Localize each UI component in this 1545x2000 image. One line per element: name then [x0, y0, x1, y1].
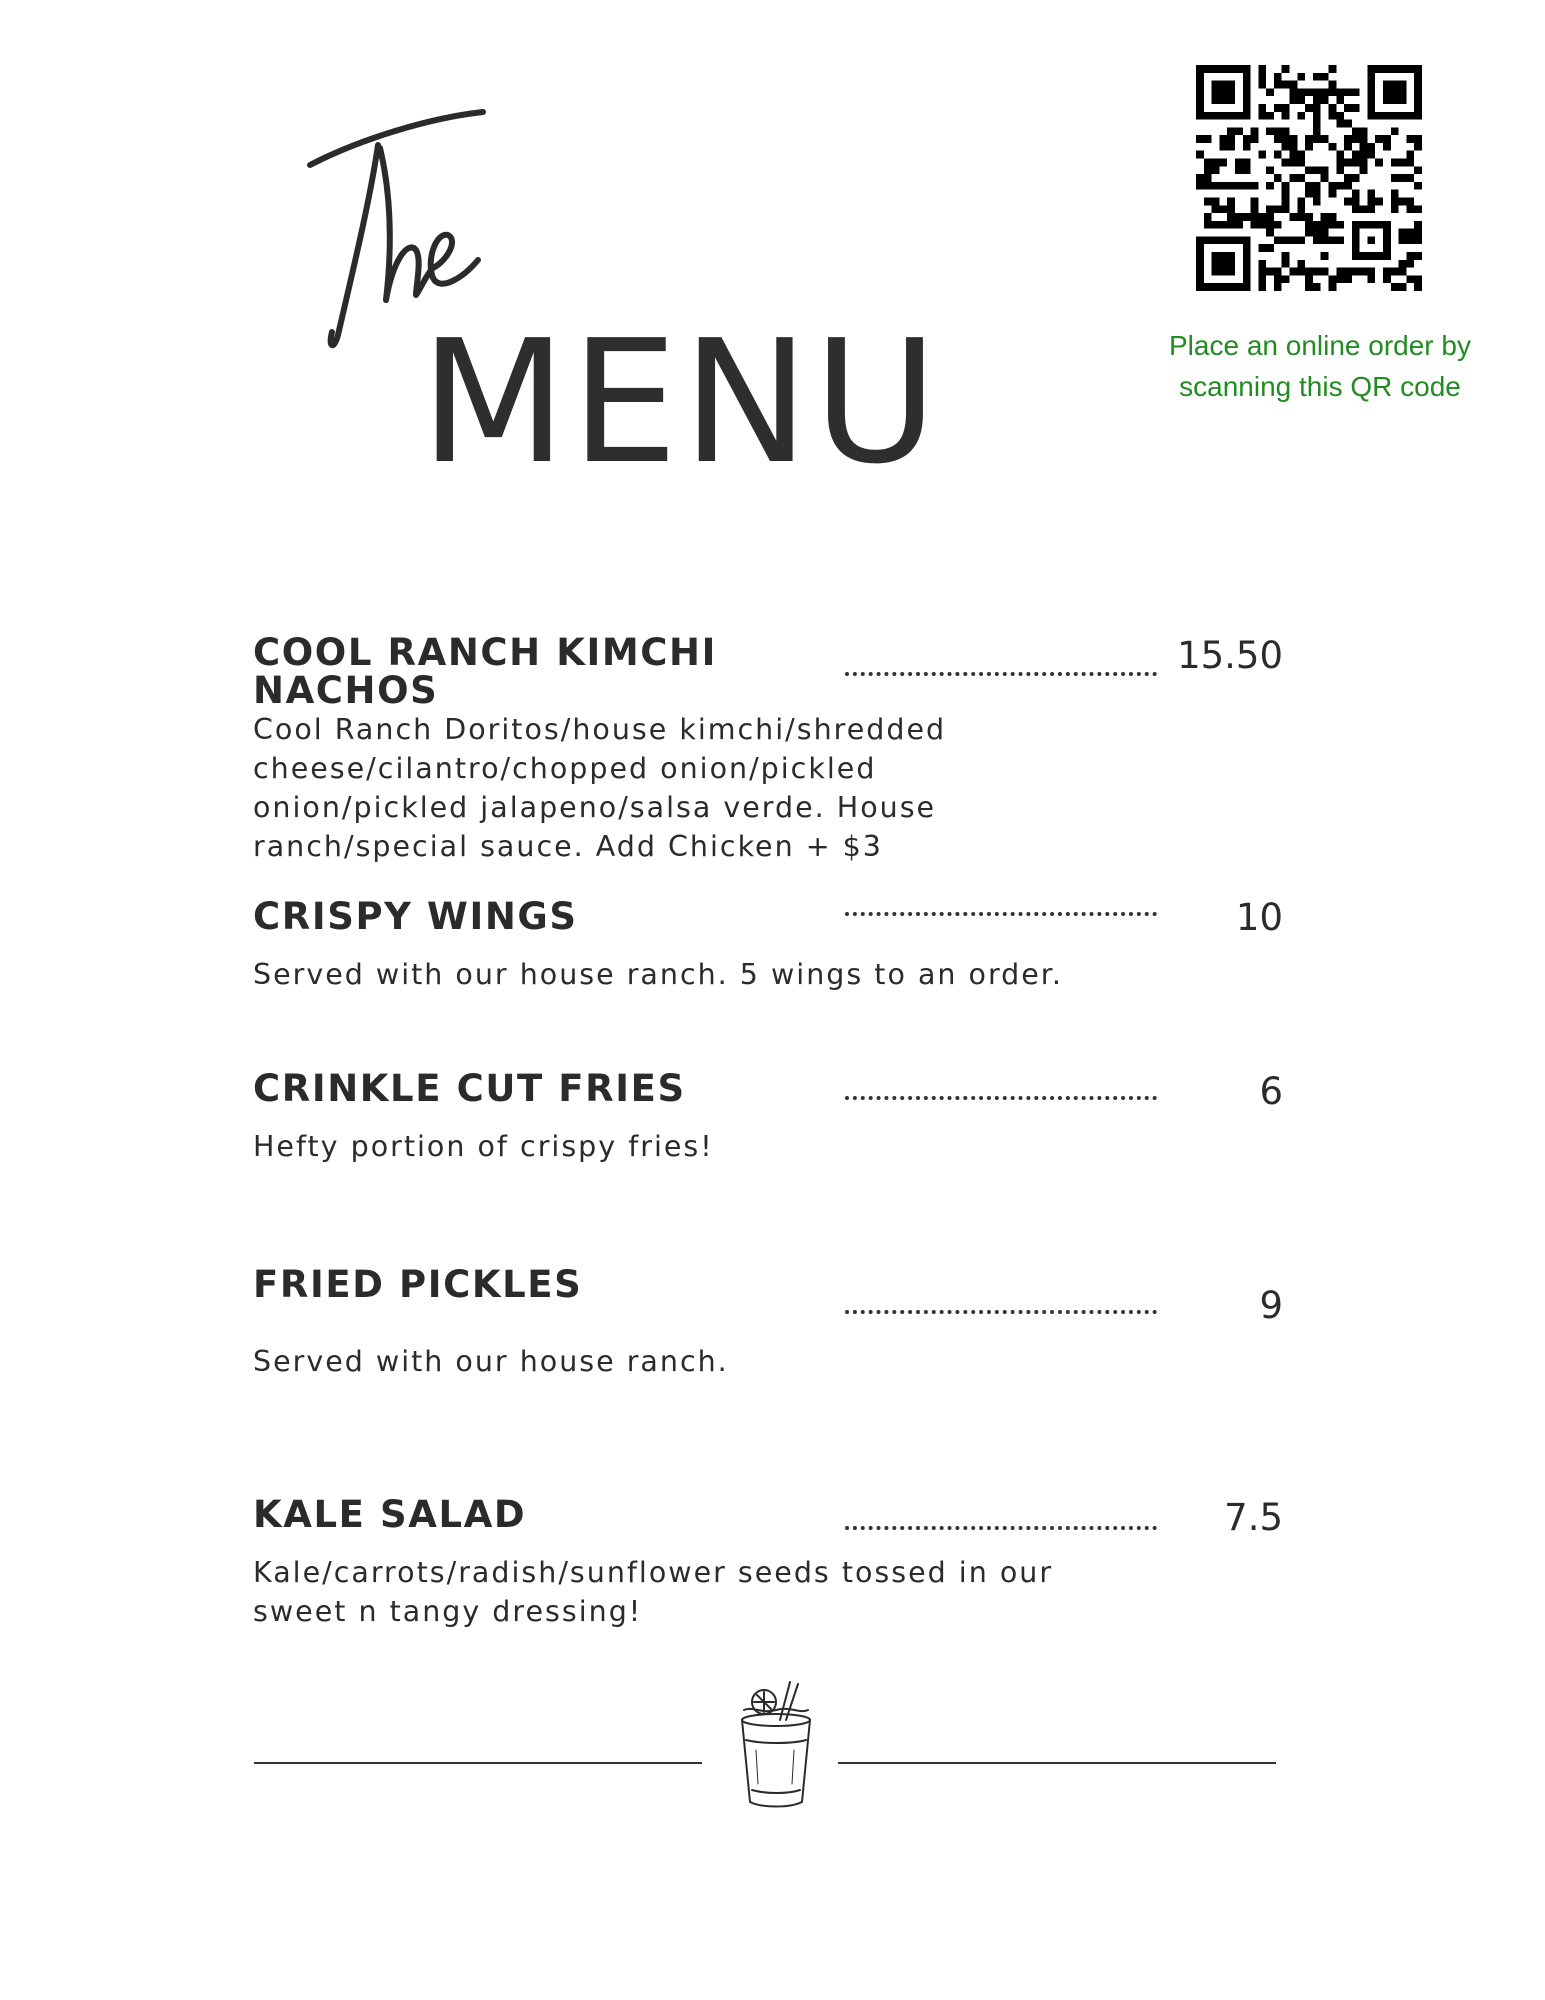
qr-caption: [1120, 325, 1520, 407]
item-name: FRIED PICKLES: [253, 1263, 583, 1306]
item-description: Served with our house ranch. 5 wings to an order.: [253, 958, 1063, 991]
qr-caption-line1: Place an online order by: [1169, 330, 1471, 361]
dot-leader: [845, 912, 1157, 916]
item-name: KALE SALAD: [253, 1493, 527, 1536]
dot-leader: [845, 672, 1157, 676]
qr-code-icon: [1196, 65, 1422, 291]
divider-right: [838, 1762, 1276, 1764]
item-price: 9: [1259, 1284, 1283, 1327]
item-price: 15.50: [1177, 634, 1283, 677]
item-name: CRINKLE CUT FRIES: [253, 1067, 686, 1110]
dot-leader: [845, 1526, 1157, 1530]
item-price: 6: [1259, 1070, 1283, 1113]
item-name: CRISPY WINGS: [253, 895, 578, 938]
item-price: 7.5: [1224, 1496, 1283, 1539]
drink-glass-icon: [732, 1680, 820, 1812]
page-title: MENU: [420, 304, 942, 502]
dot-leader: [845, 1310, 1157, 1314]
item-description: Kale/carrots/radish/sunflower seeds tossed in our sweet n tangy dressing!: [253, 1556, 1054, 1628]
dot-leader: [845, 1096, 1157, 1100]
divider-left: [254, 1762, 702, 1764]
item-name: COOL RANCH KIMCHI NACHOS: [253, 631, 717, 712]
item-description: Cool Ranch Doritos/house kimchi/shredded cheese/cilantro/chopped onion/pickled onion/pickled jalapeno/salsa verde. House ranch/special sauce. Add Chicken + $3: [253, 713, 947, 863]
item-description: Served with our house ranch.: [253, 1345, 729, 1378]
qr-caption-line2: scanning this QR code: [1179, 371, 1461, 402]
item-description: Hefty portion of crispy fries!: [253, 1130, 714, 1163]
item-price: 10: [1235, 896, 1283, 939]
